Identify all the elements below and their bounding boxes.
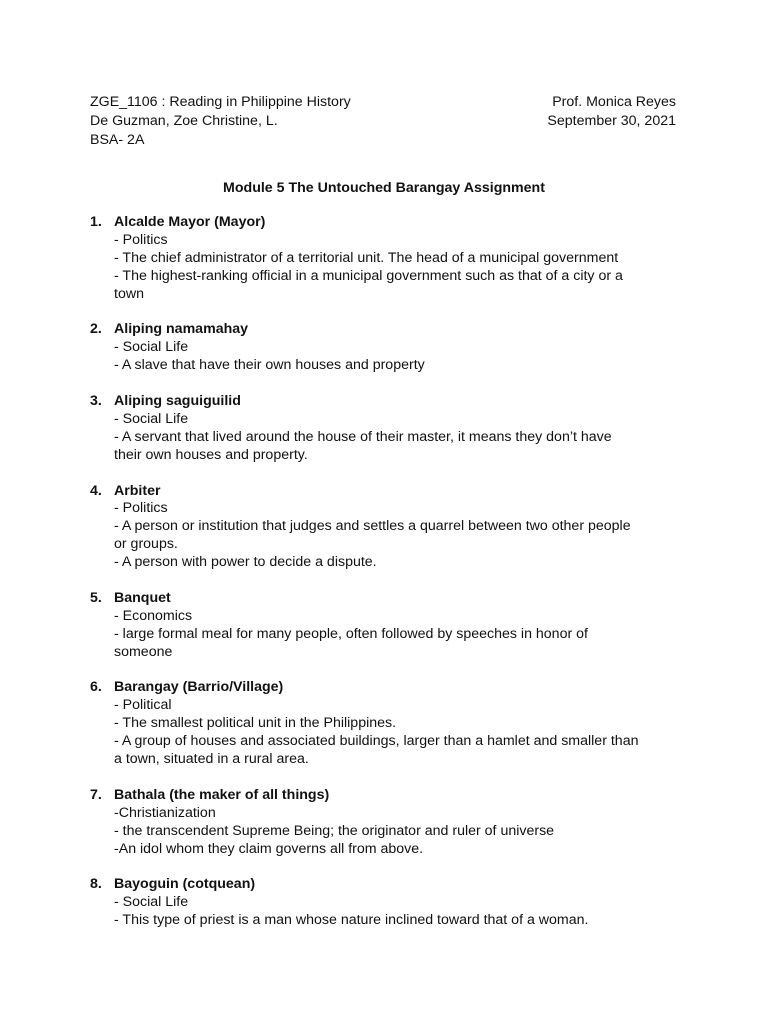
term-number: 6. xyxy=(90,679,102,696)
term-description-line: - Social Life xyxy=(114,410,189,427)
term-description-line: -Christianization xyxy=(114,804,216,821)
term-name: Aliping saguiguilid xyxy=(114,393,241,410)
term-name: Aliping namamahay xyxy=(114,321,249,338)
term-number: 8. xyxy=(90,876,102,893)
term-description-line: - Social Life xyxy=(114,339,189,356)
term-description-line: - Political xyxy=(114,697,172,714)
header-right xyxy=(547,93,676,131)
term-description-line: a town, situated in a rural area. xyxy=(114,751,309,768)
term-description-line: - Social Life xyxy=(114,894,189,911)
term-number: 7. xyxy=(90,786,102,803)
term-description-line: - A servant that lived around the house of their master, it means they don’t have xyxy=(114,428,612,445)
term-item xyxy=(90,483,680,573)
term-item xyxy=(90,679,680,769)
term-description-line: - Politics xyxy=(114,231,168,248)
term-item xyxy=(90,876,680,930)
assignment-title: Module 5 The Untouched Barangay Assignment xyxy=(223,180,545,196)
term-description-line: - The smallest political unit in the Philippines. xyxy=(114,715,397,732)
term-number: 1. xyxy=(90,214,102,230)
term-description-line: - Politics xyxy=(114,500,168,517)
header-left xyxy=(90,93,351,150)
term-item xyxy=(90,321,680,375)
term-number: 5. xyxy=(90,589,102,606)
term-description-line: town xyxy=(114,285,144,302)
term-name: Alcalde Mayor (Mayor) xyxy=(114,214,266,230)
term-description-line: - A person or institution that judges and settles a quarrel between two other people xyxy=(114,518,631,535)
term-number: 3. xyxy=(90,393,102,410)
term-item xyxy=(90,214,680,304)
course-title: ZGE_1106 : Reading in Philippine History xyxy=(90,94,351,110)
term-description-line: - A person with power to decide a dispute. xyxy=(114,554,377,571)
term-description-line: - Economics xyxy=(114,607,193,624)
term-description-line: - large formal meal for many people, often followed by speeches in honor of xyxy=(114,625,588,642)
term-number: 2. xyxy=(90,321,102,338)
term-item xyxy=(90,787,680,859)
term-description-line: - This type of priest is a man whose nature inclined toward that of a woman. xyxy=(114,912,589,929)
term-description-line: - The highest-ranking official in a municipal government such as that of a city or a xyxy=(114,267,623,284)
term-name: Bathala (the maker of all things) xyxy=(114,786,330,803)
term-number: 4. xyxy=(90,482,102,499)
term-list xyxy=(90,214,680,948)
student-name: De Guzman, Zoe Christine, L. xyxy=(90,113,278,129)
section-label: BSA- 2A xyxy=(90,132,145,148)
term-description-line: - The chief administrator of a territorial unit. The head of a municipal government xyxy=(114,249,619,266)
term-name: Arbiter xyxy=(114,482,161,499)
submission-date: September 30, 2021 xyxy=(547,113,676,129)
term-description-line: - A group of houses and associated buildings, larger than a hamlet and smaller than xyxy=(114,733,639,750)
term-description-line: -An idol whom they claim governs all from above. xyxy=(114,840,424,857)
term-description-line: their own houses and property. xyxy=(114,446,308,463)
professor-name: Prof. Monica Reyes xyxy=(552,94,676,110)
term-item xyxy=(90,393,680,465)
term-name: Bayoguin (cotquean) xyxy=(114,876,256,893)
term-name: Barangay (Barrio/Village) xyxy=(114,679,284,696)
term-description-line: - A slave that have their own houses and property xyxy=(114,357,425,374)
term-name: Banquet xyxy=(114,589,171,606)
term-item xyxy=(90,590,680,662)
term-description-line: someone xyxy=(114,643,173,660)
term-description-line: - the transcendent Supreme Being; the originator and ruler of universe xyxy=(114,822,555,839)
term-description-line: or groups. xyxy=(114,536,178,553)
